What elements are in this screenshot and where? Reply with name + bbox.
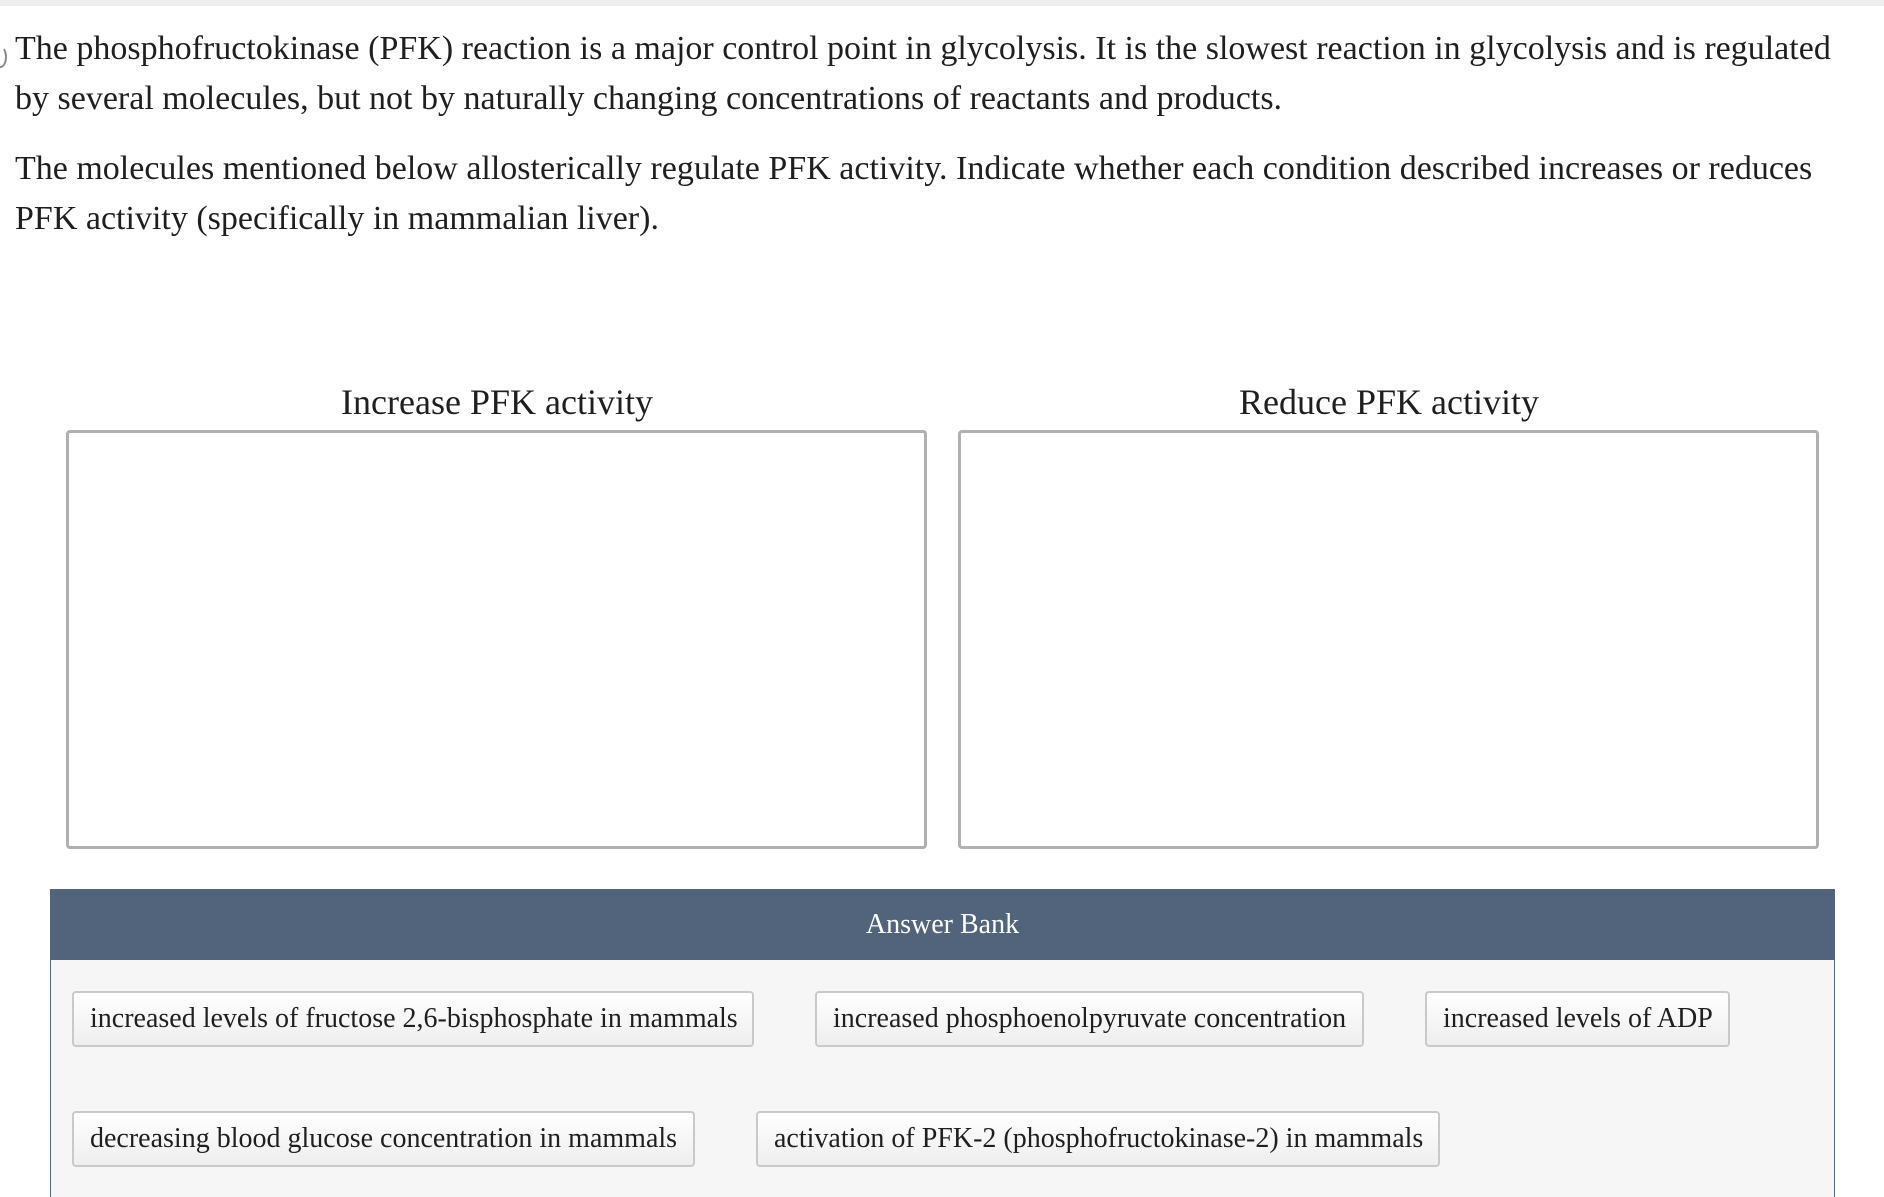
top-strip — [0, 0, 1884, 6]
question-marker-icon — [0, 46, 7, 68]
question-paragraph-1: The phosphofructokinase (PFK) reaction is a major control point in glycolysis. It is the slowest reaction in glycolysis and is regulated by several molecules, but not by naturally changing concentrations of reactants and products. — [15, 30, 1831, 117]
question-paragraph-2: The molecules mentioned below allosterically regulate PFK activity. Indicate whether each condition described increases or reduces PFK activity (specifically in mammalian liver). — [15, 150, 1813, 237]
answer-bank-header: Answer Bank — [51, 889, 1834, 960]
drop-zone-increase[interactable] — [66, 430, 927, 849]
answer-chip-adp[interactable]: increased levels of ADP — [1425, 991, 1730, 1047]
answer-chip-fructose-2-6-bisphosphate[interactable]: increased levels of fructose 2,6-bisphosphate in mammals — [72, 991, 754, 1047]
answer-chip-phosphoenolpyruvate[interactable]: increased phosphoenolpyruvate concentration — [815, 991, 1364, 1047]
drop-zone-reduce[interactable] — [958, 430, 1819, 849]
answer-bank — [50, 889, 1835, 1197]
bin-title-reduce: Reduce PFK activity — [1239, 382, 1539, 422]
answer-chip-blood-glucose[interactable]: decreasing blood glucose concentration in mammals — [72, 1111, 695, 1167]
bin-title-increase: Increase PFK activity — [341, 382, 653, 422]
answer-chip-pfk-2-activation[interactable]: activation of PFK-2 (phosphofructokinase-2) in mammals — [756, 1111, 1440, 1167]
